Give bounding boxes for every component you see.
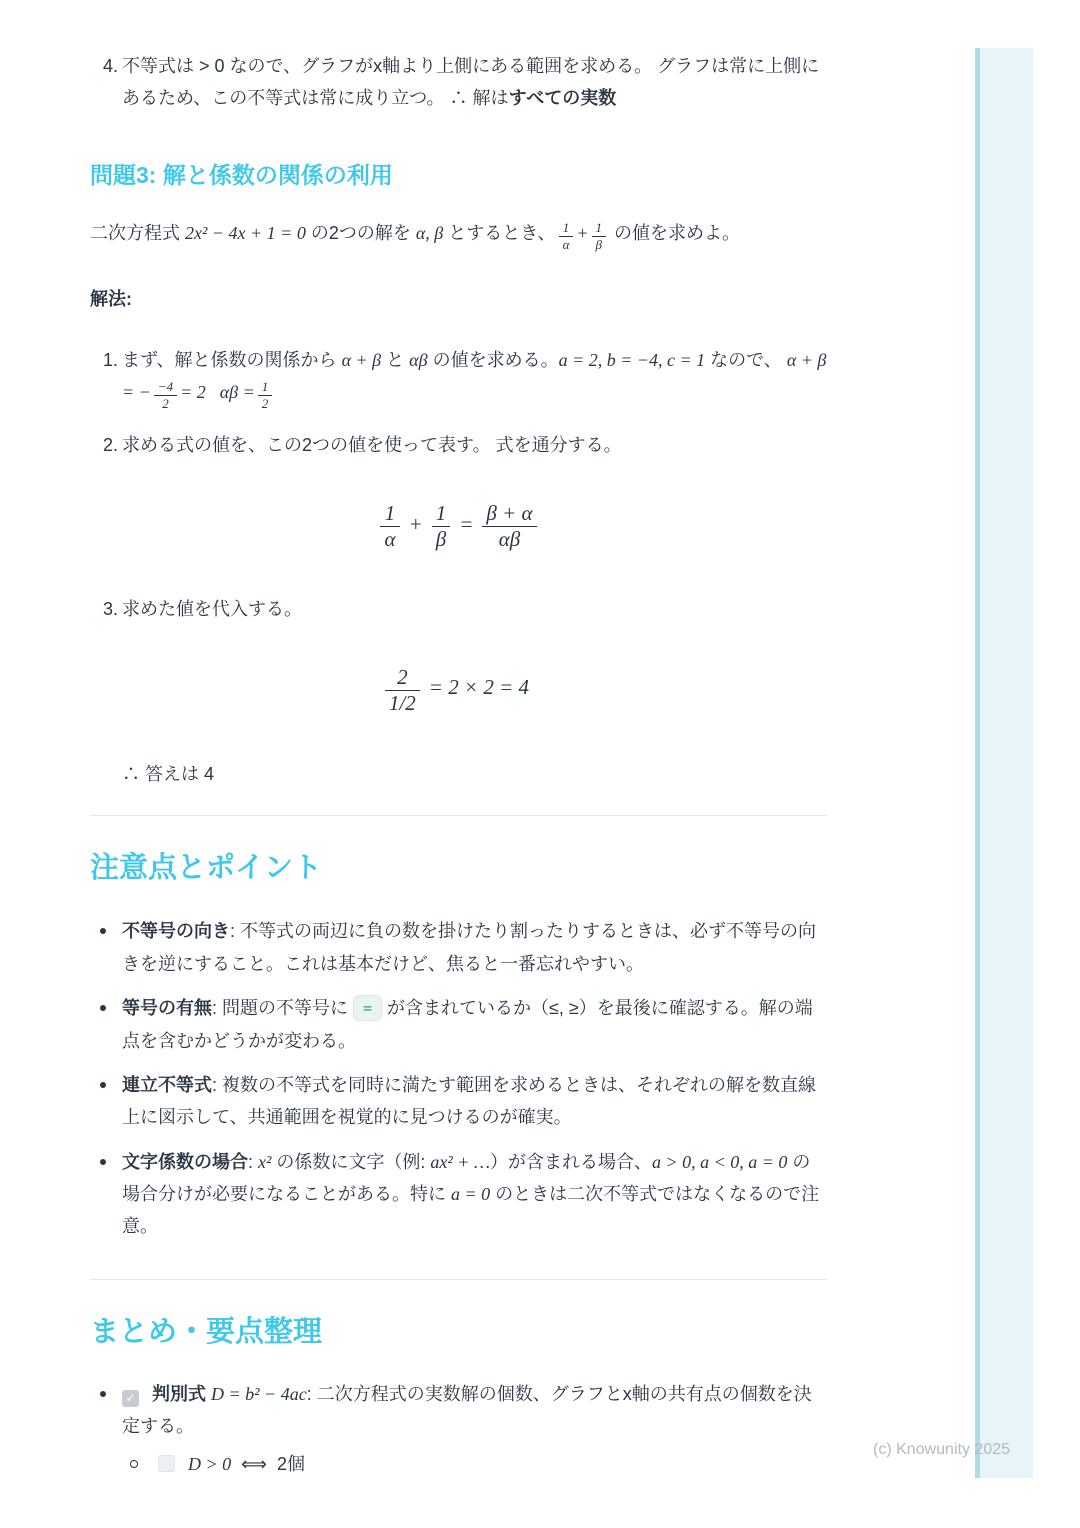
fraction-denominator: α	[384, 527, 396, 552]
text-run: とするとき、	[443, 222, 556, 243]
notes-list	[90, 915, 827, 1243]
math-run: D > 0	[188, 1454, 232, 1475]
summary-heading: まとめ・要点整理	[90, 1315, 323, 1348]
display-formula-2	[90, 665, 827, 716]
item-label: 等号の有無	[122, 998, 212, 1019]
bold-text: すべての実数	[508, 88, 617, 109]
section-divider	[90, 815, 827, 816]
fraction	[592, 220, 607, 254]
math-run: α, β	[415, 222, 444, 243]
fraction-numerator: 1	[592, 220, 607, 237]
bullet-icon	[100, 928, 106, 934]
step-text: 求める式の値を、この2つの値を使って表す。 式を通分する。	[122, 434, 622, 455]
math-run: = 2 × 2 = 4	[428, 675, 530, 700]
text-run: なので、	[705, 349, 787, 370]
text-run: ）が含まれる場合、	[489, 1151, 652, 1172]
checkbox-checked[interactable]: ✓	[122, 1390, 139, 1407]
fraction-numerator: 1	[380, 501, 399, 527]
math-run: x²	[258, 1151, 272, 1172]
text-run: の係数に文字（例:	[271, 1151, 431, 1172]
fraction-denominator: αβ	[498, 527, 521, 552]
display-formula-1	[90, 501, 827, 552]
fraction-numerator: β + α	[482, 501, 536, 527]
math-run: a > 0, a < 0, a = 0	[651, 1151, 788, 1172]
conclusion-text: ∴ 答えは 4	[122, 764, 215, 785]
text-run: の場合分けが必要になることがある。特に	[122, 1151, 811, 1205]
item-label: 判別式	[152, 1383, 206, 1404]
fraction-denominator: β	[595, 237, 603, 253]
equals-badge: =	[353, 995, 382, 1021]
fraction	[432, 501, 451, 552]
list-item	[90, 1146, 827, 1243]
bullet-icon	[100, 1005, 106, 1011]
fraction-denominator: 2	[261, 396, 269, 412]
list-item-4	[90, 0, 827, 115]
fraction	[385, 665, 420, 716]
document-content	[90, 0, 827, 1481]
list-marker: 2.	[103, 434, 119, 455]
math-run: = 2	[180, 382, 206, 403]
math-run: αβ	[409, 349, 428, 370]
text-run: の値を求めよ。	[609, 222, 741, 243]
math-run: a = 2, b = −4, c = 1	[558, 349, 706, 370]
list-marker: 4.	[103, 56, 119, 76]
fraction	[258, 379, 273, 413]
text-run: : 問題の不等号に	[212, 998, 349, 1019]
text-run: : 二次方程式の実数解の個数、グラフとx軸の共有点の個数を決定する。	[122, 1383, 812, 1436]
item-label: 文字係数の場合	[122, 1151, 248, 1172]
watermark-text: (c) Knowunity 2025	[873, 1441, 1010, 1458]
fraction	[559, 220, 574, 254]
fraction-numerator: 2	[385, 665, 420, 691]
solution-steps	[90, 344, 827, 791]
fraction-denominator: α	[562, 237, 570, 253]
list-item	[90, 992, 827, 1057]
solution-label: 解法:	[90, 289, 132, 310]
math-run: α + β	[341, 349, 382, 370]
circle-bullet-icon	[130, 1460, 138, 1468]
step-3	[90, 593, 827, 625]
text-run: 不等式は > 0 なので、グラフがx軸より上側にある範囲を求める。 グラフは常に上側にあるため、この不等式は常に成り立つ。 ∴ 解は	[122, 56, 820, 109]
summary-sub-item	[90, 1448, 827, 1480]
fraction	[482, 501, 536, 552]
step-1	[90, 344, 827, 413]
math-run: ax² + …	[430, 1151, 490, 1172]
step-text: 求めた値を代入する。	[122, 598, 302, 619]
text-run: と	[381, 349, 410, 370]
text-run: が含まれているか（≤, ≥）を最後に確認する。解の端点を含むかどうかが変わる。	[122, 998, 813, 1051]
list-marker: 3.	[103, 598, 119, 619]
list-item	[90, 915, 827, 980]
fraction	[154, 379, 177, 413]
math-operator: +	[408, 511, 423, 536]
step-2	[90, 429, 827, 461]
summary-check-item	[90, 1378, 827, 1443]
fraction-numerator: 1	[432, 501, 451, 527]
page-edge-scrollbar[interactable]	[975, 48, 1033, 1478]
fraction-numerator: 1	[559, 220, 574, 237]
iff-arrow: ⟺	[241, 1454, 267, 1475]
text-run: のときは二次不等式ではなくなるので注意。	[122, 1184, 820, 1237]
text-run: : 不等式の両辺に負の数を掛けたり割ったりするときは、必ず不等号の向きを逆にすること。これは基本だけど、焦ると一番忘れやすい。	[122, 921, 816, 974]
text-run: の値を求める。	[427, 349, 559, 370]
bullet-icon	[100, 1159, 106, 1165]
math-run: a = 0	[451, 1184, 491, 1205]
bullet-icon	[100, 1391, 106, 1397]
checkbox-unchecked[interactable]	[158, 1455, 175, 1472]
bullet-icon	[100, 1082, 106, 1088]
step-text	[122, 344, 827, 413]
math-operator: +	[576, 222, 589, 243]
text-run: 2個	[276, 1454, 305, 1475]
problem3-heading: 問題3: 解と係数の関係の利用	[90, 161, 393, 188]
list-marker: 1.	[103, 349, 119, 370]
fraction-numerator: 1	[258, 379, 273, 396]
notes-heading: 注意点とポイント	[90, 851, 323, 884]
math-run: 2x² − 4x + 1 = 0	[185, 222, 306, 243]
text-run: :	[248, 1151, 259, 1172]
text-run: の2つの解を	[305, 222, 416, 243]
math-run: α + β = −	[122, 349, 827, 403]
section-divider	[90, 1279, 827, 1280]
problem3-statement	[90, 217, 827, 254]
list-item	[90, 1069, 827, 1134]
fraction-denominator: 1/2	[388, 691, 416, 716]
item-label: 連立不等式	[122, 1074, 212, 1095]
text-run: : 複数の不等式を同時に満たす範囲を求めるときは、それぞれの解を数直線上に図示して、共通範囲を視覚的に見つけるのが確実。	[122, 1074, 816, 1128]
list-item-text	[122, 50, 827, 115]
fraction-denominator: β	[435, 527, 447, 552]
equals-sign: =	[459, 511, 474, 536]
text-run: まず、解と係数の関係から	[122, 349, 342, 370]
item-label: 不等号の向き	[122, 921, 230, 942]
fraction-denominator: 2	[162, 396, 169, 412]
math-run: D = b² − 4ac	[211, 1383, 307, 1404]
fraction-numerator: −4	[154, 379, 177, 396]
text-run: 二次方程式	[90, 222, 186, 243]
fraction	[380, 501, 399, 552]
math-run: αβ =	[219, 382, 255, 403]
